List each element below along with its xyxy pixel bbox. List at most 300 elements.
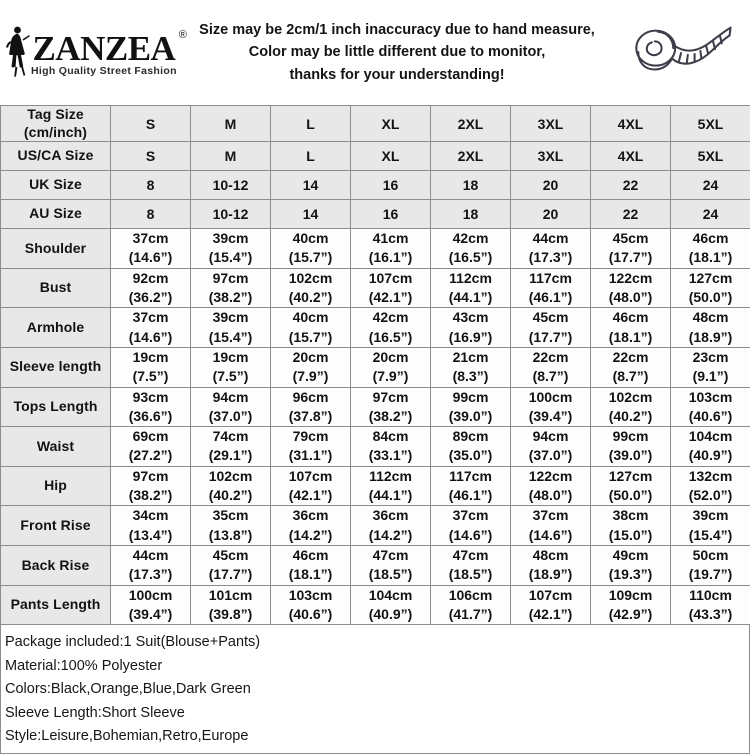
cell-back-rise-3xl	[511, 546, 591, 586]
cell-value-cm: 22cm	[591, 348, 670, 367]
cell-value-inch: (46.1”)	[431, 486, 510, 505]
size-chart-table-wrap	[0, 105, 750, 625]
table-row	[1, 427, 750, 467]
cell-uk-4xl: 22	[591, 171, 671, 200]
cell-value-cm: 39cm	[191, 229, 270, 248]
cell-front-rise-2xl	[431, 506, 511, 546]
cell-au-3xl: 20	[511, 200, 591, 229]
cell-value-cm: 47cm	[431, 546, 510, 565]
disclaimer-text	[176, 19, 618, 85]
row-label-front-rise: Front Rise	[1, 506, 111, 546]
cell-value-inch: (40.6”)	[271, 605, 350, 624]
cell-value-cm: 23cm	[671, 348, 750, 367]
cell-value-cm: 84cm	[351, 427, 430, 446]
cell-bust-xl	[351, 268, 431, 308]
row-label-back-rise: Back Rise	[1, 546, 111, 586]
cell-value-inch: (35.0”)	[431, 446, 510, 465]
cell-au-2xl: 18	[431, 200, 511, 229]
cell-value-cm: 38cm	[591, 506, 670, 525]
cell-value-inch: (40.6”)	[671, 407, 750, 426]
table-row	[1, 268, 750, 308]
cell-value-cm: 103cm	[671, 388, 750, 407]
row-label-pants-length: Pants Length	[1, 585, 111, 625]
cell-value-inch: (40.2”)	[271, 288, 350, 307]
cell-value-inch: (40.9”)	[351, 605, 430, 624]
cell-tag-size-s: S	[111, 106, 191, 142]
cell-value-inch: (16.1”)	[351, 248, 430, 267]
cell-tops-length-4xl	[591, 387, 671, 427]
cell-value-cm: 132cm	[671, 467, 750, 486]
row-label-tag-size-line2: (cm/inch)	[24, 124, 87, 140]
cell-value-cm: 45cm	[511, 308, 590, 327]
cell-value-inch: (15.7”)	[271, 328, 350, 347]
cell-value-cm: 37cm	[431, 506, 510, 525]
cell-us-ca-5xl: 5XL	[671, 142, 750, 171]
cell-front-rise-xl	[351, 506, 431, 546]
cell-value-cm: 44cm	[511, 229, 590, 248]
cell-sleeve-length-2xl	[431, 347, 511, 387]
table-row	[1, 229, 750, 269]
cell-value-cm: 97cm	[351, 388, 430, 407]
cell-back-rise-s	[111, 546, 191, 586]
cell-value-inch: (38.2”)	[111, 486, 190, 505]
cell-value-cm: 46cm	[591, 308, 670, 327]
cell-value-inch: (39.4”)	[111, 605, 190, 624]
cell-value-inch: (18.1”)	[671, 248, 750, 267]
cell-value-cm: 47cm	[351, 546, 430, 565]
cell-armhole-s	[111, 308, 191, 348]
cell-tag-size-m: M	[191, 106, 271, 142]
cell-uk-l: 14	[271, 171, 351, 200]
cell-value-cm: 40cm	[271, 308, 350, 327]
woman-silhouette-icon	[4, 25, 30, 77]
cell-tops-length-m	[191, 387, 271, 427]
cell-armhole-xl	[351, 308, 431, 348]
cell-pants-length-xl	[351, 585, 431, 625]
cell-value-inch: (37.8”)	[271, 407, 350, 426]
cell-pants-length-3xl	[511, 585, 591, 625]
cell-value-inch: (39.4”)	[511, 407, 590, 426]
cell-value-cm: 36cm	[271, 506, 350, 525]
cell-value-cm: 117cm	[511, 269, 590, 288]
cell-value-inch: (40.9”)	[671, 446, 750, 465]
cell-tops-length-2xl	[431, 387, 511, 427]
table-row	[1, 347, 750, 387]
cell-value-inch: (13.8”)	[191, 526, 270, 545]
cell-hip-5xl	[671, 466, 750, 506]
cell-hip-xl	[351, 466, 431, 506]
footer-line-package: Package included:1 Suit(Blouse+Pants)	[5, 631, 745, 654]
cell-armhole-m	[191, 308, 271, 348]
cell-value-cm: 112cm	[431, 269, 510, 288]
table-row-us-ca-size	[1, 142, 750, 171]
cell-value-cm: 96cm	[271, 388, 350, 407]
cell-value-inch: (42.1”)	[271, 486, 350, 505]
cell-waist-3xl	[511, 427, 591, 467]
cell-value-cm: 99cm	[591, 427, 670, 446]
brand-name	[32, 32, 175, 65]
cell-tag-size-4xl: 4XL	[591, 106, 671, 142]
cell-value-cm: 44cm	[111, 546, 190, 565]
cell-back-rise-2xl	[431, 546, 511, 586]
cell-shoulder-3xl	[511, 229, 591, 269]
brand-text	[31, 32, 177, 77]
cell-back-rise-m	[191, 546, 271, 586]
cell-value-inch: (18.9”)	[511, 565, 590, 584]
cell-value-inch: (14.6”)	[111, 328, 190, 347]
cell-sleeve-length-s	[111, 347, 191, 387]
cell-value-inch: (42.1”)	[511, 605, 590, 624]
footer-line-material: Material:100% Polyester	[5, 655, 745, 678]
cell-value-cm: 37cm	[111, 229, 190, 248]
row-label-armhole: Armhole	[1, 308, 111, 348]
cell-value-inch: (50.0”)	[671, 288, 750, 307]
brand-name-text: ZANZEA	[32, 29, 175, 68]
cell-armhole-l	[271, 308, 351, 348]
cell-value-inch: (29.1”)	[191, 446, 270, 465]
cell-value-cm: 127cm	[591, 467, 670, 486]
cell-au-xl: 16	[351, 200, 431, 229]
cell-value-cm: 92cm	[111, 269, 190, 288]
cell-waist-5xl	[671, 427, 750, 467]
cell-value-inch: (44.1”)	[351, 486, 430, 505]
table-row	[1, 387, 750, 427]
cell-uk-3xl: 20	[511, 171, 591, 200]
cell-value-inch: (39.0”)	[591, 446, 670, 465]
cell-shoulder-2xl	[431, 229, 511, 269]
cell-tag-size-xl: XL	[351, 106, 431, 142]
cell-value-inch: (15.4”)	[191, 248, 270, 267]
cell-bust-s	[111, 268, 191, 308]
cell-value-inch: (15.0”)	[591, 526, 670, 545]
cell-waist-s	[111, 427, 191, 467]
cell-shoulder-4xl	[591, 229, 671, 269]
cell-sleeve-length-3xl	[511, 347, 591, 387]
cell-front-rise-3xl	[511, 506, 591, 546]
cell-us-ca-m: M	[191, 142, 271, 171]
cell-hip-m	[191, 466, 271, 506]
cell-value-inch: (41.7”)	[431, 605, 510, 624]
cell-value-inch: (48.0”)	[591, 288, 670, 307]
cell-back-rise-4xl	[591, 546, 671, 586]
cell-tops-length-5xl	[671, 387, 750, 427]
row-label-us-ca-size: US/CA Size	[1, 142, 111, 171]
cell-value-cm: 48cm	[511, 546, 590, 565]
cell-pants-length-s	[111, 585, 191, 625]
cell-value-inch: (33.1”)	[351, 446, 430, 465]
cell-value-cm: 40cm	[271, 229, 350, 248]
cell-us-ca-xl: XL	[351, 142, 431, 171]
cell-value-cm: 35cm	[191, 506, 270, 525]
cell-pants-length-4xl	[591, 585, 671, 625]
cell-value-cm: 107cm	[351, 269, 430, 288]
measuring-tape-icon	[618, 16, 744, 90]
cell-value-cm: 107cm	[271, 467, 350, 486]
cell-tag-size-3xl: 3XL	[511, 106, 591, 142]
cell-value-cm: 45cm	[191, 546, 270, 565]
cell-us-ca-2xl: 2XL	[431, 142, 511, 171]
cell-value-inch: (14.2”)	[271, 526, 350, 545]
cell-value-cm: 79cm	[271, 427, 350, 446]
table-row-uk-size	[1, 171, 750, 200]
cell-bust-3xl	[511, 268, 591, 308]
cell-value-inch: (19.7”)	[671, 565, 750, 584]
cell-value-cm: 94cm	[511, 427, 590, 446]
cell-value-inch: (31.1”)	[271, 446, 350, 465]
cell-value-inch: (7.9”)	[271, 367, 350, 386]
cell-value-inch: (14.6”)	[111, 248, 190, 267]
cell-value-inch: (37.0”)	[191, 407, 270, 426]
cell-value-cm: 100cm	[511, 388, 590, 407]
disclaimer-line-3: thanks for your understanding!	[180, 64, 614, 86]
cell-value-cm: 109cm	[591, 586, 670, 605]
cell-value-cm: 104cm	[671, 427, 750, 446]
cell-hip-s	[111, 466, 191, 506]
row-label-au-size: AU Size	[1, 200, 111, 229]
cell-back-rise-l	[271, 546, 351, 586]
cell-value-cm: 106cm	[431, 586, 510, 605]
cell-value-inch: (18.5”)	[351, 565, 430, 584]
cell-value-inch: (14.6”)	[431, 526, 510, 545]
cell-bust-2xl	[431, 268, 511, 308]
cell-value-cm: 41cm	[351, 229, 430, 248]
cell-value-cm: 122cm	[511, 467, 590, 486]
cell-waist-xl	[351, 427, 431, 467]
cell-pants-length-5xl	[671, 585, 750, 625]
cell-value-cm: 127cm	[671, 269, 750, 288]
cell-value-inch: (15.4”)	[671, 526, 750, 545]
cell-us-ca-4xl: 4XL	[591, 142, 671, 171]
cell-value-inch: (8.3”)	[431, 367, 510, 386]
cell-value-cm: 112cm	[351, 467, 430, 486]
cell-pants-length-m	[191, 585, 271, 625]
cell-front-rise-5xl	[671, 506, 750, 546]
table-row	[1, 506, 750, 546]
cell-value-cm: 20cm	[351, 348, 430, 367]
cell-value-inch: (17.3”)	[111, 565, 190, 584]
cell-value-cm: 19cm	[191, 348, 270, 367]
cell-sleeve-length-l	[271, 347, 351, 387]
cell-tops-length-3xl	[511, 387, 591, 427]
cell-value-cm: 89cm	[431, 427, 510, 446]
cell-us-ca-s: S	[111, 142, 191, 171]
cell-value-cm: 48cm	[671, 308, 750, 327]
cell-pants-length-2xl	[431, 585, 511, 625]
cell-hip-l	[271, 466, 351, 506]
cell-value-inch: (43.3”)	[671, 605, 750, 624]
cell-value-inch: (16.5”)	[431, 248, 510, 267]
cell-value-inch: (36.6”)	[111, 407, 190, 426]
cell-sleeve-length-xl	[351, 347, 431, 387]
cell-value-inch: (15.4”)	[191, 328, 270, 347]
cell-armhole-3xl	[511, 308, 591, 348]
cell-value-inch: (18.1”)	[591, 328, 670, 347]
cell-value-inch: (14.2”)	[351, 526, 430, 545]
table-row-tag-size	[1, 106, 750, 142]
cell-waist-4xl	[591, 427, 671, 467]
cell-tag-size-l: L	[271, 106, 351, 142]
row-label-tops-length: Tops Length	[1, 387, 111, 427]
cell-value-inch: (18.1”)	[271, 565, 350, 584]
cell-value-cm: 20cm	[271, 348, 350, 367]
cell-value-cm: 21cm	[431, 348, 510, 367]
cell-value-inch: (15.7”)	[271, 248, 350, 267]
cell-value-inch: (16.5”)	[351, 328, 430, 347]
cell-value-cm: 49cm	[591, 546, 670, 565]
row-label-uk-size: UK Size	[1, 171, 111, 200]
cell-value-cm: 99cm	[431, 388, 510, 407]
cell-value-inch: (19.3”)	[591, 565, 670, 584]
cell-bust-l	[271, 268, 351, 308]
row-label-tag-size-line1: Tag Size	[27, 106, 84, 122]
cell-waist-2xl	[431, 427, 511, 467]
cell-value-inch: (18.5”)	[431, 565, 510, 584]
cell-value-cm: 107cm	[511, 586, 590, 605]
size-chart-table	[0, 105, 750, 625]
cell-value-inch: (27.2”)	[111, 446, 190, 465]
cell-us-ca-l: L	[271, 142, 351, 171]
cell-value-inch: (42.1”)	[351, 288, 430, 307]
footer-line-colors: Colors:Black,Orange,Blue,Dark Green	[5, 678, 745, 701]
cell-us-ca-3xl: 3XL	[511, 142, 591, 171]
product-details-footer	[0, 625, 750, 753]
cell-value-cm: 104cm	[351, 586, 430, 605]
cell-value-inch: (38.2”)	[191, 288, 270, 307]
cell-shoulder-l	[271, 229, 351, 269]
cell-value-cm: 42cm	[351, 308, 430, 327]
cell-value-cm: 37cm	[511, 506, 590, 525]
footer-line-sleeve-length: Sleeve Length:Short Sleeve	[5, 702, 745, 725]
cell-value-inch: (38.2”)	[351, 407, 430, 426]
cell-value-inch: (17.3”)	[511, 248, 590, 267]
table-row	[1, 546, 750, 586]
cell-value-cm: 102cm	[191, 467, 270, 486]
cell-value-inch: (50.0”)	[591, 486, 670, 505]
cell-tag-size-5xl: 5XL	[671, 106, 750, 142]
cell-hip-3xl	[511, 466, 591, 506]
cell-sleeve-length-5xl	[671, 347, 750, 387]
cell-value-cm: 42cm	[431, 229, 510, 248]
row-label-tag-size	[1, 106, 111, 142]
row-label-sleeve-length: Sleeve length	[1, 347, 111, 387]
cell-value-cm: 19cm	[111, 348, 190, 367]
cell-value-inch: (44.1”)	[431, 288, 510, 307]
cell-uk-xl: 16	[351, 171, 431, 200]
row-label-shoulder: Shoulder	[1, 229, 111, 269]
cell-sleeve-length-m	[191, 347, 271, 387]
cell-front-rise-l	[271, 506, 351, 546]
cell-tops-length-s	[111, 387, 191, 427]
cell-uk-5xl: 24	[671, 171, 750, 200]
cell-armhole-2xl	[431, 308, 511, 348]
cell-value-cm: 37cm	[111, 308, 190, 327]
cell-value-cm: 101cm	[191, 586, 270, 605]
cell-value-cm: 117cm	[431, 467, 510, 486]
cell-sleeve-length-4xl	[591, 347, 671, 387]
cell-au-m: 10-12	[191, 200, 271, 229]
cell-shoulder-s	[111, 229, 191, 269]
cell-value-cm: 93cm	[111, 388, 190, 407]
table-row	[1, 308, 750, 348]
cell-tops-length-l	[271, 387, 351, 427]
cell-au-5xl: 24	[671, 200, 750, 229]
cell-value-cm: 122cm	[591, 269, 670, 288]
cell-value-inch: (48.0”)	[511, 486, 590, 505]
cell-value-cm: 22cm	[511, 348, 590, 367]
row-label-hip: Hip	[1, 466, 111, 506]
cell-value-cm: 97cm	[191, 269, 270, 288]
cell-back-rise-xl	[351, 546, 431, 586]
brand-logo	[4, 25, 176, 81]
cell-hip-4xl	[591, 466, 671, 506]
cell-value-cm: 36cm	[351, 506, 430, 525]
cell-bust-4xl	[591, 268, 671, 308]
cell-value-cm: 46cm	[271, 546, 350, 565]
cell-value-cm: 39cm	[191, 308, 270, 327]
cell-value-cm: 103cm	[271, 586, 350, 605]
registered-mark: ®	[179, 30, 187, 40]
cell-value-inch: (8.7”)	[591, 367, 670, 386]
cell-value-inch: (16.9”)	[431, 328, 510, 347]
cell-value-cm: 102cm	[271, 269, 350, 288]
cell-value-cm: 97cm	[111, 467, 190, 486]
cell-shoulder-xl	[351, 229, 431, 269]
header	[0, 0, 750, 105]
cell-back-rise-5xl	[671, 546, 750, 586]
cell-value-inch: (8.7”)	[511, 367, 590, 386]
cell-value-cm: 46cm	[671, 229, 750, 248]
cell-value-cm: 100cm	[111, 586, 190, 605]
cell-armhole-4xl	[591, 308, 671, 348]
cell-value-inch: (37.0”)	[511, 446, 590, 465]
cell-value-cm: 69cm	[111, 427, 190, 446]
disclaimer-line-1: Size may be 2cm/1 inch inaccuracy due to hand measure,	[180, 19, 614, 41]
cell-value-inch: (36.2”)	[111, 288, 190, 307]
cell-value-inch: (52.0”)	[671, 486, 750, 505]
cell-value-cm: 39cm	[671, 506, 750, 525]
cell-au-s: 8	[111, 200, 191, 229]
cell-uk-m: 10-12	[191, 171, 271, 200]
cell-value-cm: 110cm	[671, 586, 750, 605]
cell-value-cm: 50cm	[671, 546, 750, 565]
cell-au-4xl: 22	[591, 200, 671, 229]
row-label-bust: Bust	[1, 268, 111, 308]
cell-value-cm: 74cm	[191, 427, 270, 446]
cell-tag-size-2xl: 2XL	[431, 106, 511, 142]
cell-value-inch: (39.8”)	[191, 605, 270, 624]
cell-hip-2xl	[431, 466, 511, 506]
cell-value-cm: 102cm	[591, 388, 670, 407]
cell-uk-2xl: 18	[431, 171, 511, 200]
cell-value-inch: (40.2”)	[591, 407, 670, 426]
cell-value-inch: (17.7”)	[191, 565, 270, 584]
table-row	[1, 585, 750, 625]
cell-shoulder-m	[191, 229, 271, 269]
cell-bust-5xl	[671, 268, 750, 308]
footer-line-style: Style:Leisure,Bohemian,Retro,Europe	[5, 725, 745, 748]
cell-tops-length-xl	[351, 387, 431, 427]
row-label-waist: Waist	[1, 427, 111, 467]
cell-front-rise-4xl	[591, 506, 671, 546]
cell-value-inch: (7.9”)	[351, 367, 430, 386]
cell-front-rise-m	[191, 506, 271, 546]
cell-armhole-5xl	[671, 308, 750, 348]
cell-value-inch: (7.5”)	[191, 367, 270, 386]
cell-au-l: 14	[271, 200, 351, 229]
cell-value-inch: (9.1”)	[671, 367, 750, 386]
cell-front-rise-s	[111, 506, 191, 546]
disclaimer-line-2: Color may be little different due to monitor,	[180, 41, 614, 63]
